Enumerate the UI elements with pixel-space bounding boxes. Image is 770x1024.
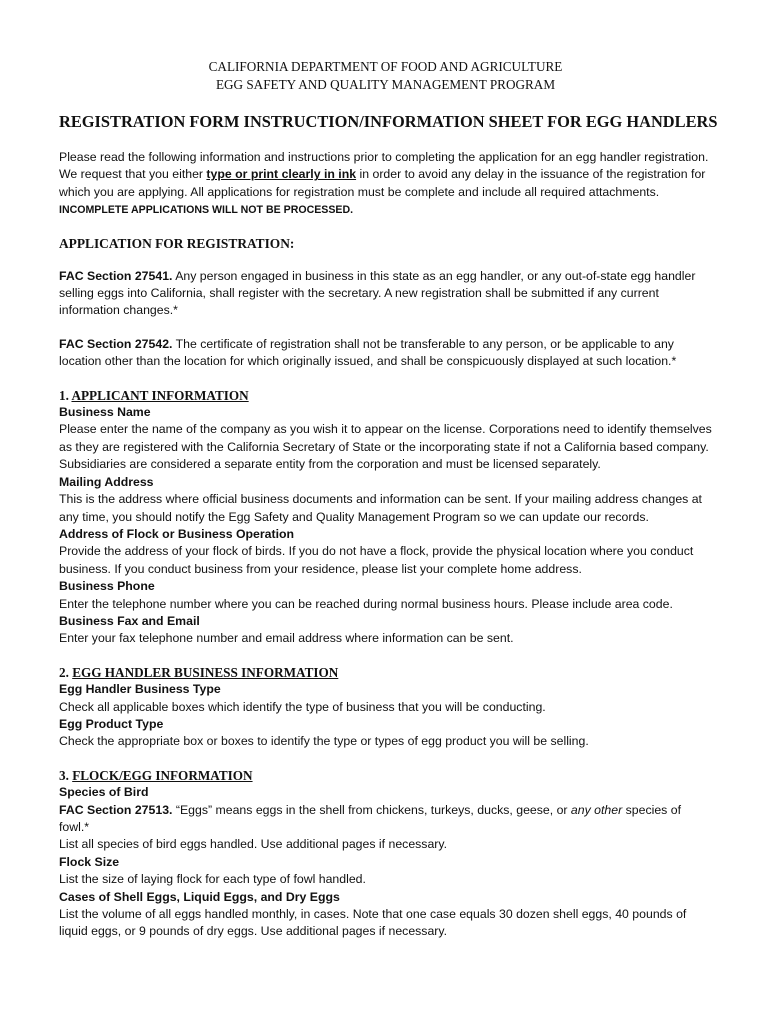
business-name-text: Please enter the name of the company as you wish it to appear on the license. Corporations need to identify themselves as they are registered with the California Secretary of State or the incorporating state if not a California based company.	[59, 422, 712, 454]
flock-address-label: Address of Flock or Business Operation	[59, 526, 295, 541]
section-2-number: 2.	[59, 664, 73, 680]
intro-text-a: Please read the following information and instructions prior to completing the application for an egg handler registration. We request that you either	[59, 150, 709, 182]
cases-text: List the volume of all eggs handled monthly, in cases. Note that one case equals 30 dozen shell eggs, 40 pounds of liquid eggs, or 9 pounds of dry eggs. Use additional pages if necessary.	[59, 907, 687, 939]
subsidiaries-text: Subsidiaries are considered a separate entity from the corporation and must be licensed separately.	[59, 457, 601, 472]
fac-27513-label: FAC Section 27513.	[59, 802, 173, 817]
section-3-number: 3.	[59, 767, 73, 783]
section-1-number: 1.	[59, 387, 72, 403]
section-2-heading	[59, 664, 712, 681]
fac-27513-text-b: species of fowl.*	[59, 802, 681, 834]
business-name-label: Business Name	[59, 405, 151, 420]
flock-size-text: List the size of laying flock for each type of fowl handled.	[59, 872, 366, 887]
fac-27541-label: FAC Section 27541.	[59, 268, 173, 283]
business-fax-label: Business Fax and Email	[59, 613, 200, 628]
section-3-title: FLOCK/EGG INFORMATION	[72, 767, 253, 783]
section-3-heading	[59, 767, 712, 784]
business-type-label: Egg Handler Business Type	[59, 682, 221, 697]
cases-label: Cases of Shell Eggs, Liquid Eggs, and Dry Eggs	[59, 889, 340, 904]
product-type-text: Check the appropriate box or boxes to identify the type or types of egg product you will be selling.	[59, 734, 589, 749]
document-title: REGISTRATION FORM INSTRUCTION/INFORMATION SHEET FOR EGG HANDLERS	[59, 112, 718, 131]
flock-size-label: Flock Size	[59, 854, 120, 869]
section-1-heading	[59, 387, 712, 404]
product-type-label: Egg Product Type	[59, 716, 164, 731]
mailing-address-text: This is the address where official business documents and information can be sent. If your mailing address changes at any time, you should notify the Egg Safety and Quality Management Program so we can update our records.	[59, 492, 702, 524]
intro-paragraph	[59, 149, 712, 220]
fac-27542-text: The certificate of registration shall not be transferable to any person, or be applicable to any location other than the location for which originally issued, and shall be conspicuously displayed at such location.*	[59, 336, 677, 369]
mailing-address-label: Mailing Address	[59, 474, 154, 489]
fac-27513-text-a: “Eggs” means eggs in the shell from chickens, turkeys, ducks, geese, or	[172, 802, 571, 817]
species-label: Species of Bird	[59, 785, 149, 800]
business-phone-text: Enter the telephone number where you can be reached during normal business hours. Please include area code.	[59, 596, 673, 611]
intro-emphasis: type or print clearly in ink	[206, 167, 357, 182]
section-1-title: APPLICANT INFORMATION	[71, 387, 249, 403]
intro-warning: INCOMPLETE APPLICATIONS WILL NOT BE PROCESSED.	[59, 204, 354, 217]
agency-name	[59, 58, 712, 94]
fac-27513-italic: any other	[570, 802, 623, 817]
fac-27541-paragraph	[59, 268, 712, 320]
species-text: List all species of bird eggs handled. Use additional pages if necessary.	[59, 837, 448, 852]
agency-line-2: EGG SAFETY AND QUALITY MANAGEMENT PROGRAM	[215, 77, 556, 92]
business-fax-text: Enter your fax telephone number and email address where information can be sent.	[59, 631, 514, 646]
fac-27541-text: Any person engaged in business in this state as an egg handler, or any out-of-state egg handler selling eggs into California, shall register with the secretary. A new registration shall be submitted if any current information changes.*	[59, 268, 696, 318]
agency-line-1: CALIFORNIA DEPARTMENT OF FOOD AND AGRICULTURE	[208, 59, 563, 74]
section-2-title: EGG HANDLER BUSINESS INFORMATION	[72, 664, 339, 680]
fac-27513-paragraph	[59, 802, 712, 837]
business-type-text: Check all applicable boxes which identify the type of business that you will be conducting.	[59, 699, 546, 714]
business-phone-label: Business Phone	[59, 579, 155, 594]
flock-address-text: Provide the address of your flock of birds. If you do not have a flock, provide the physical location where you conduct business. If you conduct business from your residence, please list your complete home address.	[59, 544, 694, 576]
intro-text-b: in order to avoid any delay in the issuance of the registration for which you are applying. All applications for registration must be complete and include all required attachments.	[59, 167, 706, 199]
fac-27542-paragraph	[59, 336, 712, 371]
fac-27542-label: FAC Section 27542.	[59, 336, 173, 351]
application-heading: APPLICATION FOR REGISTRATION:	[59, 235, 295, 251]
